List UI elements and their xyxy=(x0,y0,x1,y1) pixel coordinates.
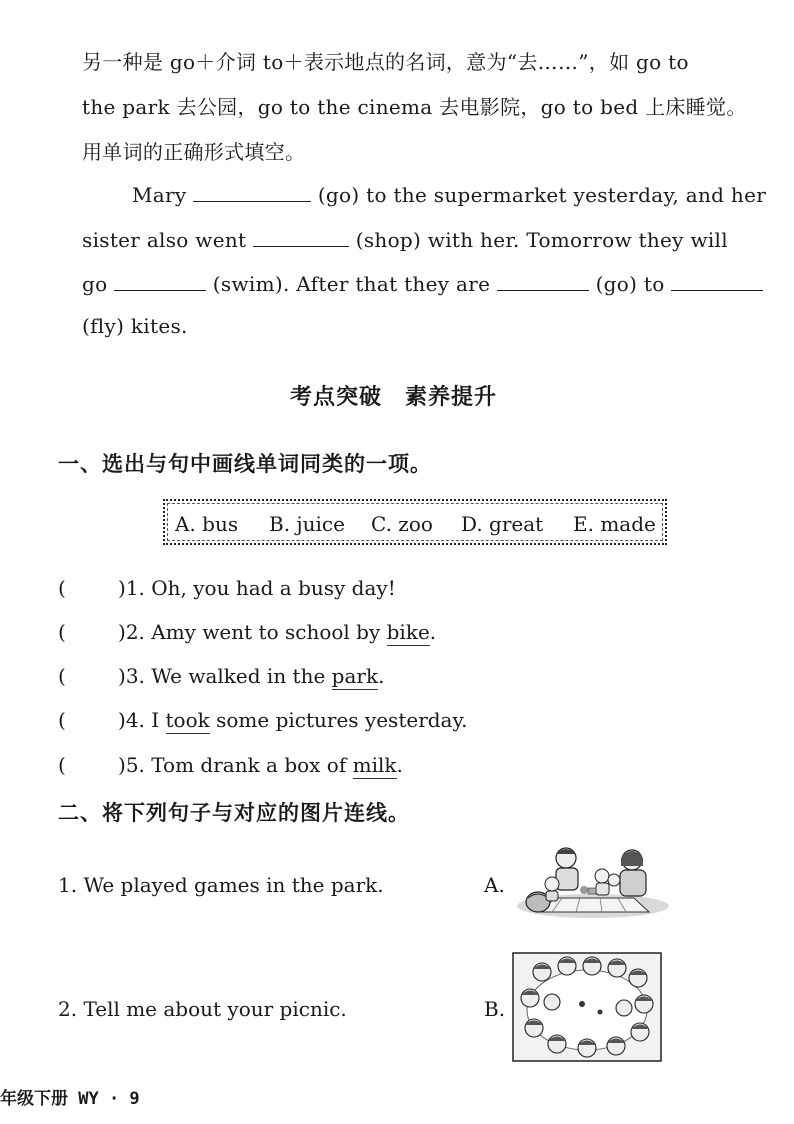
intro-line-2: the park 去公园，go to the cinema 去电影院，go to bed 上床睡觉。 xyxy=(82,95,747,119)
answer-bracket[interactable]: ( xyxy=(58,576,66,600)
answer-blank[interactable] xyxy=(114,270,206,291)
fill-line-1 xyxy=(132,181,766,207)
fill-text: go xyxy=(82,272,108,296)
children-circle-game-illustration-icon[interactable] xyxy=(512,952,662,1062)
underlined-word: park xyxy=(331,664,379,688)
part1-title: 一、选出与句中画线单词同类的一项。 xyxy=(58,452,432,476)
fill-line-4: (fly) kites. xyxy=(82,314,188,338)
picture-label-a: A. xyxy=(484,873,505,897)
fill-text: (shop) with her. Tomorrow they will xyxy=(355,228,728,252)
underlined-word: bike xyxy=(386,620,430,644)
picture-label-b: B. xyxy=(484,997,506,1021)
fill-line-3 xyxy=(82,270,763,296)
sentence-2: 2. Tell me about your picnic. xyxy=(58,997,347,1021)
fill-text: Mary xyxy=(132,183,187,207)
question-5: ( )5. Tom drank a box of milk. xyxy=(58,753,403,777)
page-footer: 年级下册 WY · 9 xyxy=(0,1089,140,1109)
answer-blank[interactable] xyxy=(193,181,311,202)
answer-bracket[interactable]: ( xyxy=(58,753,66,777)
question-2: ( )2. Amy went to school by bike. xyxy=(58,620,437,644)
family-picnic-illustration-icon[interactable] xyxy=(514,840,672,920)
fill-text: (go) to xyxy=(595,272,665,296)
option-b: B. juice xyxy=(269,512,345,536)
fill-text: (swim). After that they are xyxy=(212,272,491,296)
underlined-word: took xyxy=(165,708,210,732)
answer-bracket[interactable]: ( xyxy=(58,620,66,644)
answer-bracket[interactable]: ( xyxy=(58,664,66,688)
fill-text: (go) to the supermarket yesterday, and her xyxy=(317,183,767,207)
underlined-word: milk xyxy=(352,753,397,777)
answer-blank[interactable] xyxy=(671,270,763,291)
intro-line-1: 另一种是 go＋介词 to＋表示地点的名词，意为“去……”，如 go to xyxy=(82,50,689,74)
fill-text: sister also went xyxy=(82,228,247,252)
question-3: ( )3. We walked in the park. xyxy=(58,664,385,688)
options-box xyxy=(163,499,667,545)
option-a: A. bus xyxy=(175,512,239,536)
answer-blank[interactable] xyxy=(253,226,349,247)
fill-line-2 xyxy=(82,226,728,252)
option-c: C. zoo xyxy=(371,512,433,536)
option-d: D. great xyxy=(461,512,544,536)
answer-blank[interactable] xyxy=(497,270,589,291)
option-e: E. made xyxy=(573,512,656,536)
question-1: ( )1. Oh, you had a busy day! xyxy=(58,576,396,600)
intro-line-3: 用单词的正确形式填空。 xyxy=(82,140,306,164)
part2-title: 二、将下列句子与对应的图片连线。 xyxy=(58,801,410,825)
question-4: ( )4. I took some pictures yesterday. xyxy=(58,708,468,732)
question-text: 1. Oh, you had a busy day! xyxy=(125,576,396,600)
section-title: 考点突破 素养提升 xyxy=(290,385,498,410)
sentence-1: 1. We played games in the park. xyxy=(58,873,384,897)
answer-bracket[interactable]: ( xyxy=(58,708,66,732)
